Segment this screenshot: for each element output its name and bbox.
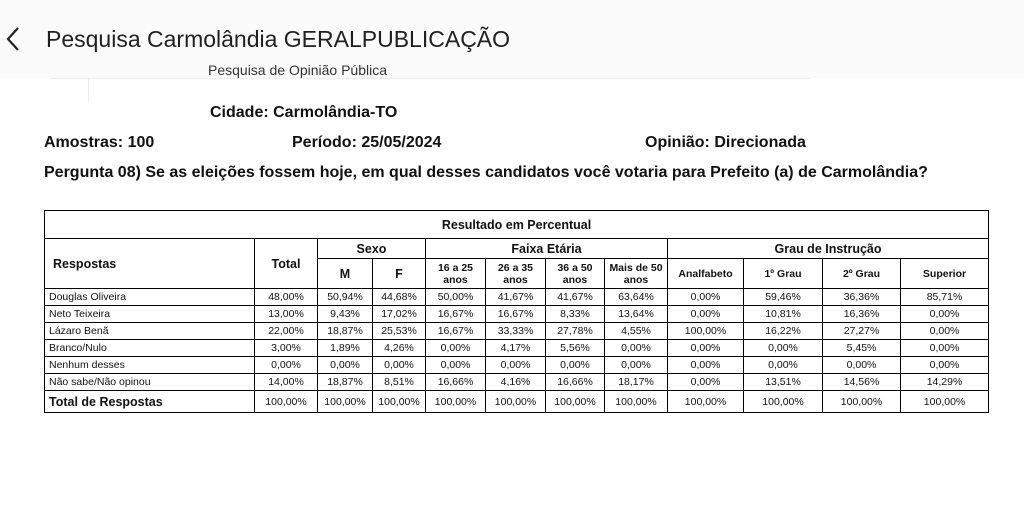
- table-cell: 0,00%: [668, 289, 744, 306]
- table-cell: 16,67%: [426, 323, 486, 340]
- header-superior: Superior: [901, 259, 989, 289]
- logo-fragment: [88, 78, 89, 102]
- table-cell: 0,00%: [823, 357, 901, 374]
- table-row: [45, 323, 989, 340]
- table-cell: 0,00%: [668, 357, 744, 374]
- table-cell: 0,00%: [318, 357, 373, 374]
- table-row: [45, 340, 989, 357]
- header-1-grau: 1º Grau: [744, 259, 823, 289]
- header-divider: [50, 78, 810, 79]
- table-cell: 1,89%: [318, 340, 373, 357]
- table-cell: 100,00%: [546, 391, 605, 413]
- question-text: Pergunta 08) Se as eleições fossem hoje, em qual desses candidatos você votaria para Prefeito (a) de Carmolândia?: [44, 164, 928, 181]
- row-label: Não sabe/Não opinou: [45, 374, 255, 391]
- total-label: Total de Respostas: [45, 391, 255, 413]
- table-cell: 100,00%: [744, 391, 823, 413]
- table-cell: 33,33%: [486, 323, 546, 340]
- document-view[interactable]: [0, 62, 1024, 529]
- table-cell: 14,56%: [823, 374, 901, 391]
- table-cell: 63,64%: [605, 289, 668, 306]
- row-label: Nenhum desses: [45, 357, 255, 374]
- table-cell: 16,67%: [486, 306, 546, 323]
- table-cell: 13,64%: [605, 306, 668, 323]
- table-cell: 0,00%: [605, 340, 668, 357]
- table-cell: 0,00%: [373, 357, 426, 374]
- header-sexo: Sexo: [318, 239, 426, 259]
- header-mais-50: Mais de 50 anos: [605, 259, 668, 289]
- table-cell: 100,00%: [668, 391, 744, 413]
- header-analfabeto: Analfabeto: [668, 259, 744, 289]
- table-cell: 41,67%: [486, 289, 546, 306]
- table-cell: 16,66%: [426, 374, 486, 391]
- table-cell: 16,67%: [426, 306, 486, 323]
- header-faixa-etaria: Faixa Etária: [426, 239, 668, 259]
- results-table: [44, 210, 989, 413]
- table-cell: 3,00%: [255, 340, 318, 357]
- opinion-label: Opinião: Direcionada: [645, 134, 806, 151]
- table-cell: 4,55%: [605, 323, 668, 340]
- table-cell: 5,45%: [823, 340, 901, 357]
- header-total: Total: [255, 239, 318, 289]
- table-cell: 100,00%: [823, 391, 901, 413]
- table-cell: 0,00%: [901, 340, 989, 357]
- table-cell: 13,51%: [744, 374, 823, 391]
- table-cell: 100,00%: [426, 391, 486, 413]
- table-cell: 0,00%: [486, 357, 546, 374]
- header-m: M: [318, 259, 373, 289]
- table-cell: 4,17%: [486, 340, 546, 357]
- table-cell: 0,00%: [668, 306, 744, 323]
- table-cell: 18,17%: [605, 374, 668, 391]
- total-row: [45, 391, 989, 413]
- table-cell: 100,00%: [318, 391, 373, 413]
- header-respostas: Respostas: [45, 239, 255, 289]
- table-cell: 59,46%: [744, 289, 823, 306]
- table-cell: 85,71%: [901, 289, 989, 306]
- table-cell: 16,66%: [546, 374, 605, 391]
- table-row: [45, 289, 989, 306]
- app-bar: [0, 0, 1024, 78]
- table-cell: 16,36%: [823, 306, 901, 323]
- header-grau-instrucao: Grau de Instrução: [668, 239, 989, 259]
- table-cell: 50,94%: [318, 289, 373, 306]
- table-cell: 100,00%: [605, 391, 668, 413]
- table-cell: 41,67%: [546, 289, 605, 306]
- row-label: Neto Teixeira: [45, 306, 255, 323]
- table-cell: 8,51%: [373, 374, 426, 391]
- table-cell: 0,00%: [744, 340, 823, 357]
- table-cell: 25,53%: [373, 323, 426, 340]
- period-label: Período: 25/05/2024: [292, 134, 442, 151]
- city-label: Cidade: Carmolândia-TO: [210, 104, 398, 121]
- table-cell: 18,87%: [318, 374, 373, 391]
- samples-label: Amostras: 100: [44, 134, 155, 151]
- table-cell: 17,02%: [373, 306, 426, 323]
- table-cell: 0,00%: [426, 357, 486, 374]
- header-26-35: 26 a 35 anos: [486, 259, 546, 289]
- table-cell: 14,00%: [255, 374, 318, 391]
- table-cell: 0,00%: [901, 323, 989, 340]
- table-cell: 22,00%: [255, 323, 318, 340]
- header-16-25: 16 a 25 anos: [426, 259, 486, 289]
- table-cell: 100,00%: [373, 391, 426, 413]
- table-cell: 0,00%: [546, 357, 605, 374]
- table-cell: 0,00%: [605, 357, 668, 374]
- table-cell: 0,00%: [901, 357, 989, 374]
- subtitle-cut: Pesquisa de Opinião Pública: [208, 62, 388, 78]
- row-label: Branco/Nulo: [45, 340, 255, 357]
- table-row: [45, 306, 989, 323]
- table-row: [45, 374, 989, 391]
- table-cell: 48,00%: [255, 289, 318, 306]
- page-title: Pesquisa Carmolândia GERALPUBLICAÇÃO: [46, 26, 511, 52]
- table-cell: 27,27%: [823, 323, 901, 340]
- table-cell: 0,00%: [255, 357, 318, 374]
- table-cell: 14,29%: [901, 374, 989, 391]
- table-cell: 18,87%: [318, 323, 373, 340]
- table-cell: 4,16%: [486, 374, 546, 391]
- header-f: F: [373, 259, 426, 289]
- header-36-50: 36 a 50 anos: [546, 259, 605, 289]
- table-cell: 0,00%: [426, 340, 486, 357]
- table-cell: 36,36%: [823, 289, 901, 306]
- table-cell: 100,00%: [901, 391, 989, 413]
- table-cell: 8,33%: [546, 306, 605, 323]
- table-cell: 27,78%: [546, 323, 605, 340]
- table-cell: 100,00%: [668, 323, 744, 340]
- table-cell: 100,00%: [255, 391, 318, 413]
- table-cell: 4,26%: [373, 340, 426, 357]
- table-cell: 0,00%: [668, 340, 744, 357]
- table-cell: 44,68%: [373, 289, 426, 306]
- table-cell: 9,43%: [318, 306, 373, 323]
- table-cell: 13,00%: [255, 306, 318, 323]
- table-cell: 10,81%: [744, 306, 823, 323]
- table-cell: 0,00%: [668, 374, 744, 391]
- table-cell: 0,00%: [744, 357, 823, 374]
- back-arrow-icon[interactable]: [2, 22, 26, 56]
- table-row: [45, 357, 989, 374]
- header-2-grau: 2º Grau: [823, 259, 901, 289]
- table-cell: 0,00%: [901, 306, 989, 323]
- table-cell: 5,56%: [546, 340, 605, 357]
- table-cell: 100,00%: [486, 391, 546, 413]
- row-label: Douglas Oliveira: [45, 289, 255, 306]
- table-caption: Resultado em Percentual: [45, 211, 989, 239]
- row-label: Lázaro Benã: [45, 323, 255, 340]
- table-cell: 16,22%: [744, 323, 823, 340]
- table-cell: 50,00%: [426, 289, 486, 306]
